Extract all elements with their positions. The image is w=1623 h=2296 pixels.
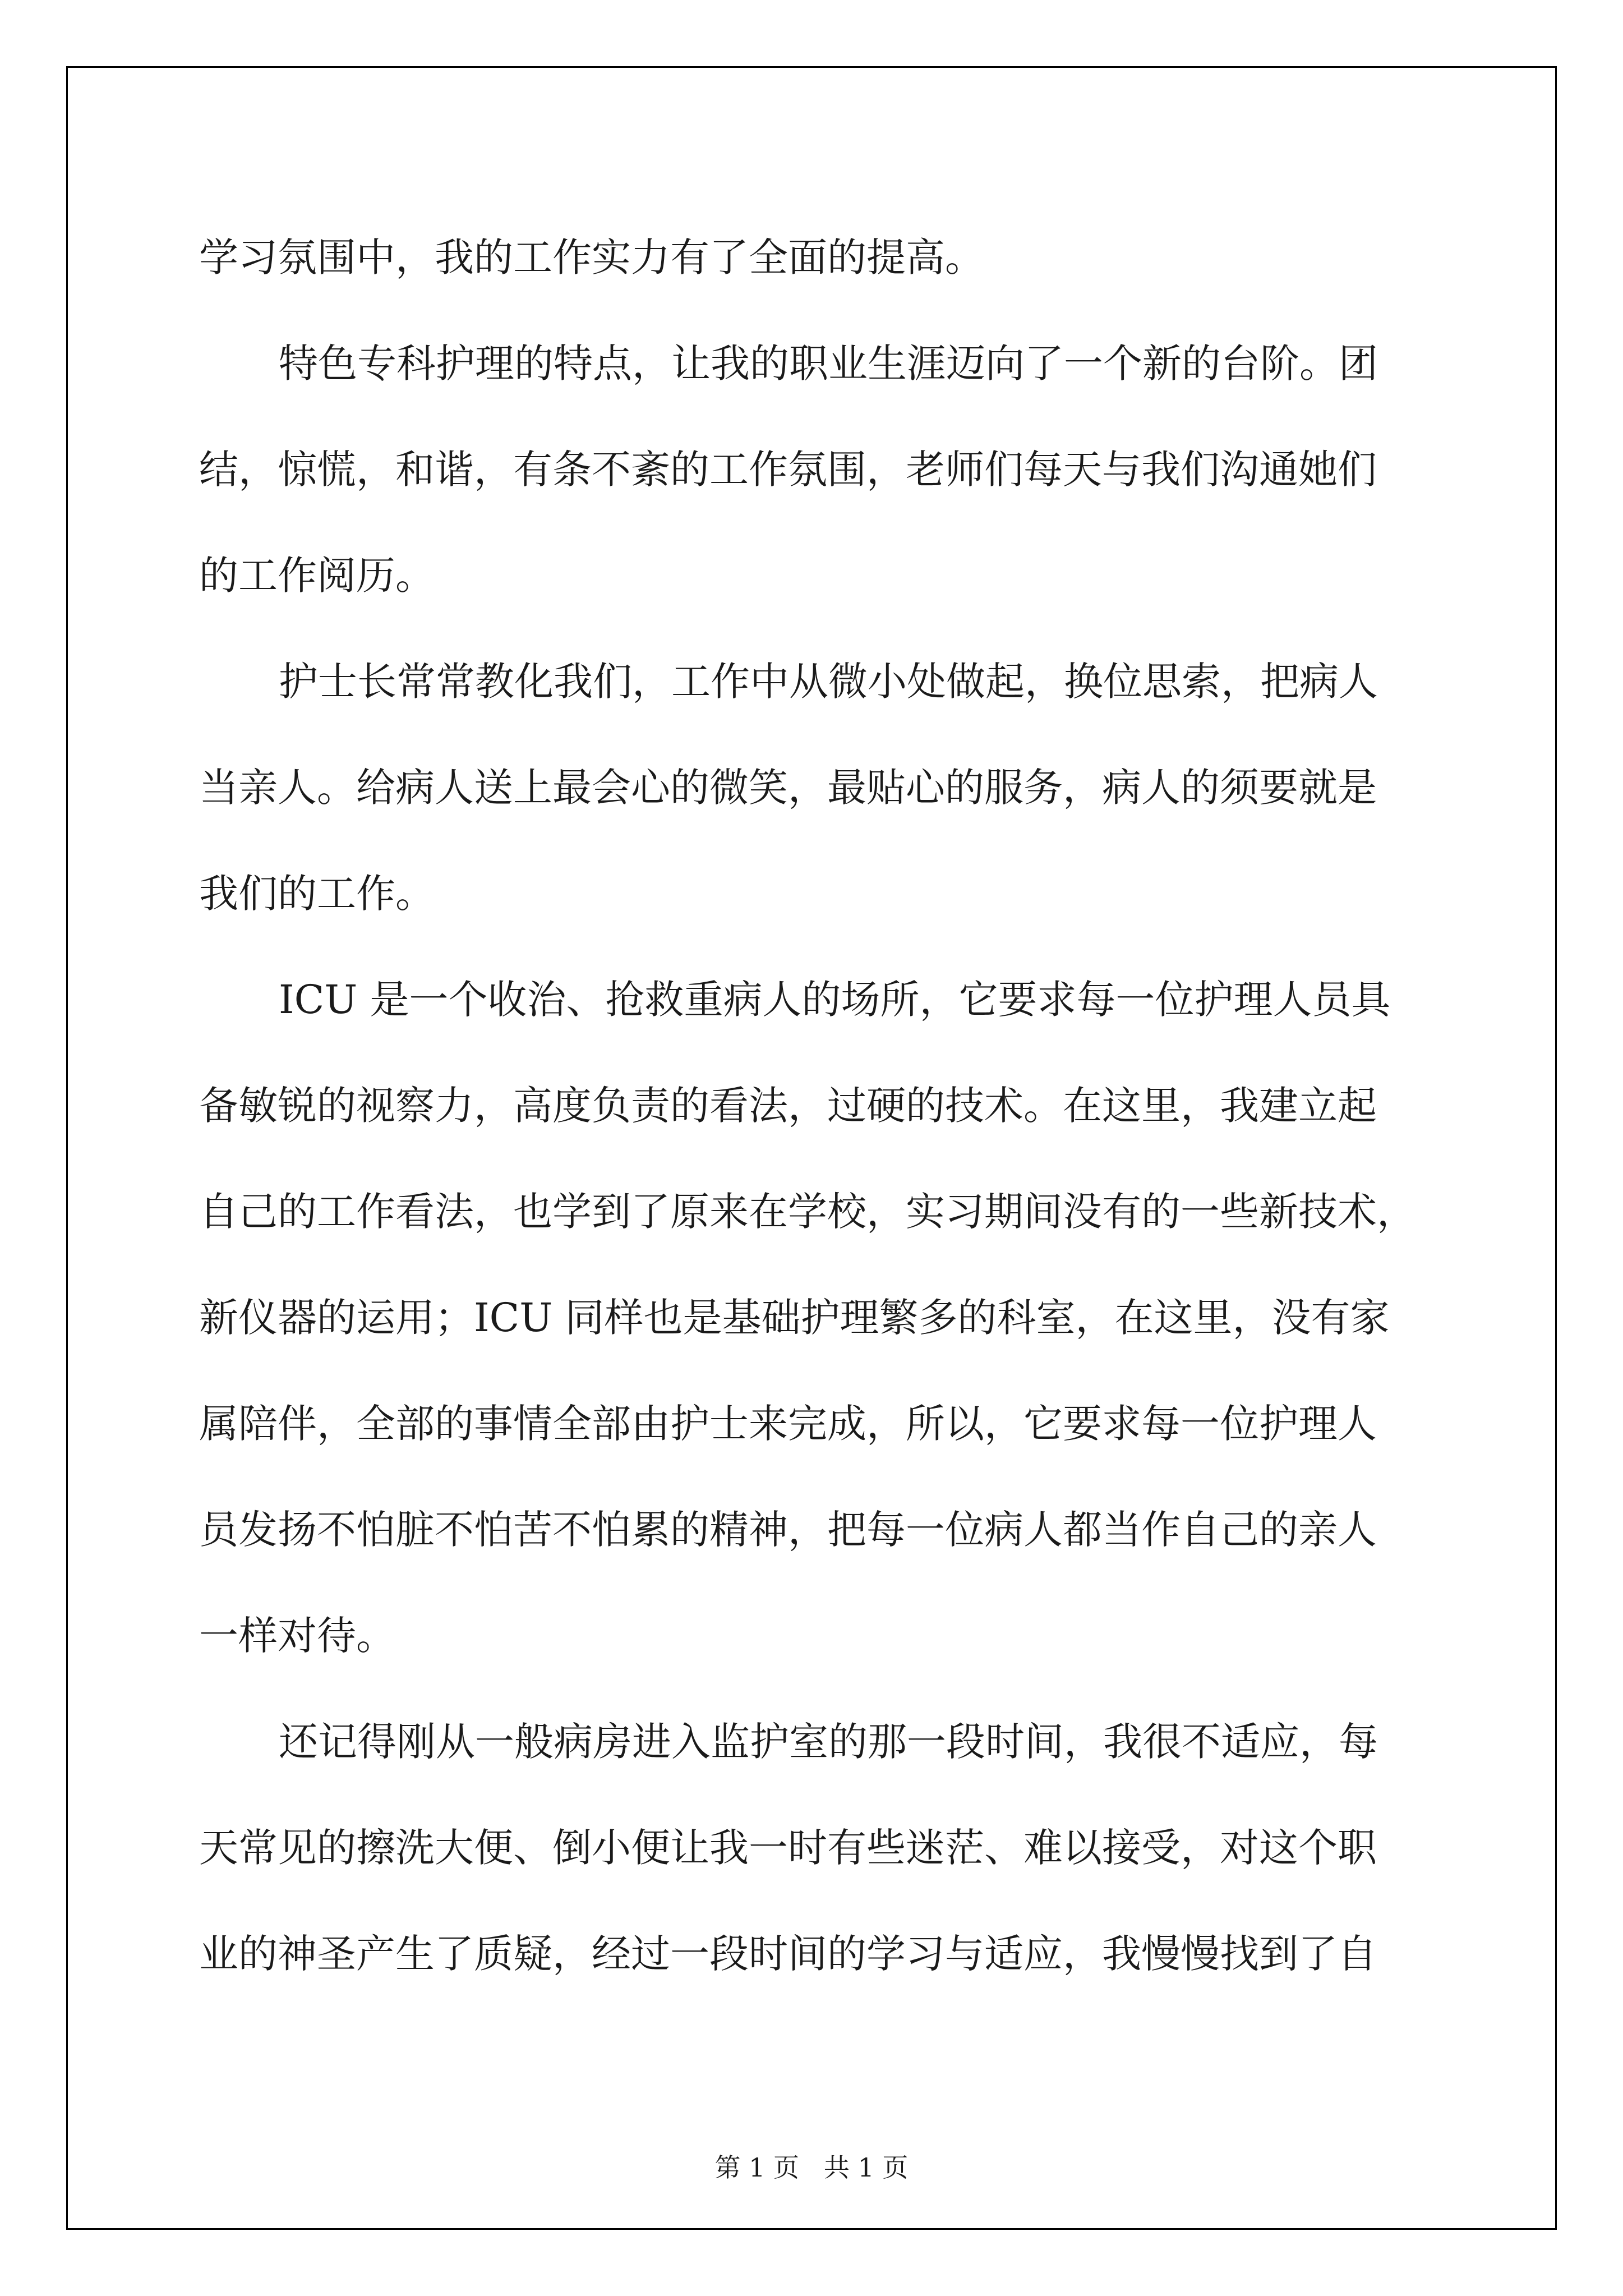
text-line: 备敏锐的视察力，高度负责的看法，过硬的技术。在这里，我建立起: [199, 1083, 1377, 1129]
text-line: 自己的工作看法，也学到了原来在学校，实习期间没有的一些新技术，: [199, 1189, 1416, 1235]
text-line: 学习氛围中，我的工作实力有了全面的提高。: [199, 234, 984, 280]
document-body: [199, 205, 1433, 2007]
text-line: 员发扬不怕脏不怕苦不怕累的精神，把每一位病人都当作自己的亲人: [199, 1507, 1377, 1553]
text-line: 护士长常常教化我们，工作中从微小处做起，换位思索，把病人: [279, 659, 1378, 705]
text-line: 还记得刚从一般病房进入监护室的那一段时间，我很不适应，每: [279, 1719, 1378, 1765]
text-line: 当亲人。给病人送上最会心的微笑，最贴心的服务，病人的须要就是: [199, 765, 1377, 811]
text-line: 特色专科护理的特点，让我的职业生涯迈向了一个新的台阶。团: [279, 341, 1378, 386]
text-line: 的工作阅历。: [199, 553, 435, 599]
text-line: 属陪伴，全部的事情全部由护士来完成，所以，它要求每一位护理人: [199, 1401, 1377, 1447]
text-line: 结，惊慌，和谐，有条不紊的工作氛围，老师们每天与我们沟通她们: [199, 447, 1377, 493]
text-line: 业的神圣产生了质疑，经过一段时间的学习与适应，我慢慢找到了自: [199, 1931, 1377, 1977]
text-line: 新仪器的运用；ICU 同样也是基础护理繁多的科室，在这里，没有家: [199, 1295, 1390, 1341]
page-number-footer: 第 1 页 共 1 页: [714, 2152, 909, 2183]
text-line: ICU 是一个收治、抢救重病人的场所，它要求每一位护理人员具: [279, 977, 1391, 1023]
text-line: 天常见的擦洗大便、倒小便让我一时有些迷茫、难以接受，对这个职: [199, 1825, 1377, 1871]
text-line: 我们的工作。: [199, 871, 435, 917]
text-line: 一样对待。: [199, 1613, 395, 1659]
